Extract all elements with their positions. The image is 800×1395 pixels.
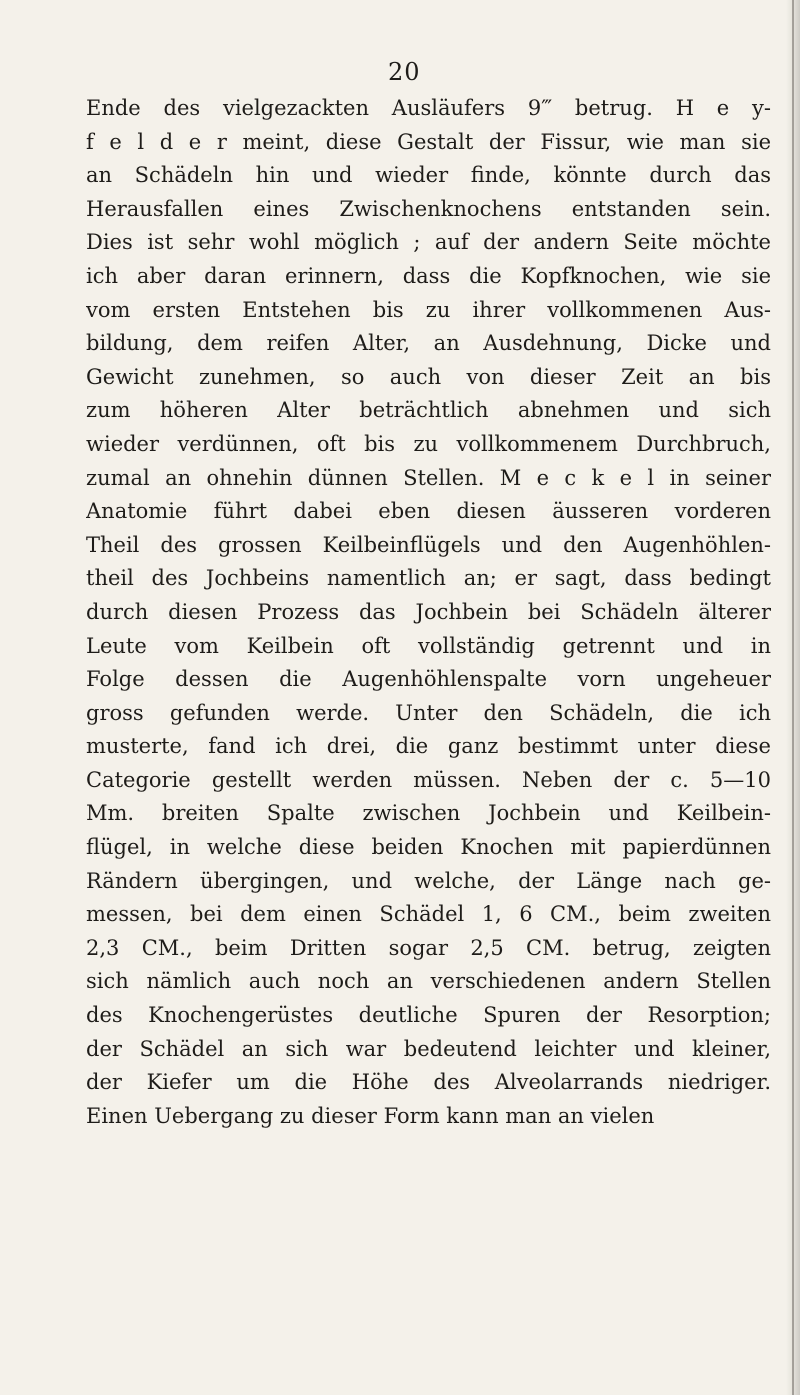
text-line: wieder verdünnen, oft bis zu vollkommenem Durchbruch, (86, 431, 771, 456)
text-line: Leute vom Keilbein oft vollständig getrennt und in (86, 633, 771, 658)
text-line: Categorie gestellt werden müssen. Neben der c. 5—10 (86, 767, 771, 792)
text-line: vom ersten Entstehen bis zu ihrer vollkommenen Aus- (86, 297, 771, 322)
text-line: der Schädel an sich war bedeutend leichter und kleiner, (86, 1036, 771, 1061)
text-line: Gewicht zunehmen, so auch von dieser Zeit an bis (86, 364, 771, 389)
text-line: ich aber daran erinnern, dass die Kopfknochen, wie sie (86, 263, 771, 288)
text-line: an Schädeln hin und wieder finde, könnte durch das (86, 163, 771, 188)
text-line: Dies ist sehr wohl möglich ; auf der andern Seite möchte (86, 230, 771, 255)
text-line: Ende des vielgezackten Ausläufers 9‴ betrug. H e y- (86, 96, 771, 120)
text-line: der Kiefer um die Höhe des Alveolarrands niedriger. (86, 1070, 771, 1095)
text-line: sich nämlich auch noch an verschiedenen andern Stellen (86, 969, 771, 994)
text-line: bildung, dem reifen Alter, an Ausdehnung, Dicke und (86, 331, 771, 356)
page-edge-line (792, 0, 794, 1395)
text-line: Anatomie führt dabei eben diesen äusseren vorderen (86, 499, 771, 524)
text-line: messen, bei dem einen Schädel 1, 6 CM., beim zweiten (86, 902, 771, 927)
text-line: gross gefunden werde. Unter den Schädeln, die ich (86, 700, 771, 725)
page-number: 20 (388, 58, 421, 86)
text-line: Folge dessen die Augenhöhlenspalte vorn ungeheuer (86, 667, 771, 692)
text-line: zumal an ohnehin dünnen Stellen. M e c k e l in seiner (86, 465, 771, 490)
text-line: theil des Jochbeins namentlich an; er sagt, dass bedingt (86, 566, 771, 591)
text-line: zum höheren Alter beträchtlich abnehmen und sich (86, 398, 771, 423)
text-line: Rändern übergingen, und welche, der Länge nach ge- (86, 868, 771, 893)
text-line: f e l d e r meint, diese Gestalt der Fissur, wie man sie (86, 129, 771, 154)
text-line: Mm. breiten Spalte zwischen Jochbein und Keilbein- (86, 801, 771, 826)
text-line: Theil des grossen Keilbeinflügels und den Augenhöhlen- (86, 532, 771, 557)
text-line: durch diesen Prozess das Jochbein bei Schädeln älterer (86, 599, 771, 624)
body-text (86, 92, 771, 1133)
text-line: musterte, fand ich drei, die ganz bestimmt unter diese (86, 734, 771, 759)
text-line: Einen Uebergang zu dieser Form kann man an vielen (86, 1103, 655, 1128)
text-line: Herausfallen eines Zwischenknochens entstanden sein. (86, 196, 771, 221)
text-line: des Knochengerüstes deutliche Spuren der Resorption; (86, 1003, 771, 1028)
text-line: 2,3 CM., beim Dritten sogar 2,5 CM. betrug, zeigten (86, 935, 771, 960)
text-line: flügel, in welche diese beiden Knochen mit papierdünnen (86, 835, 771, 860)
